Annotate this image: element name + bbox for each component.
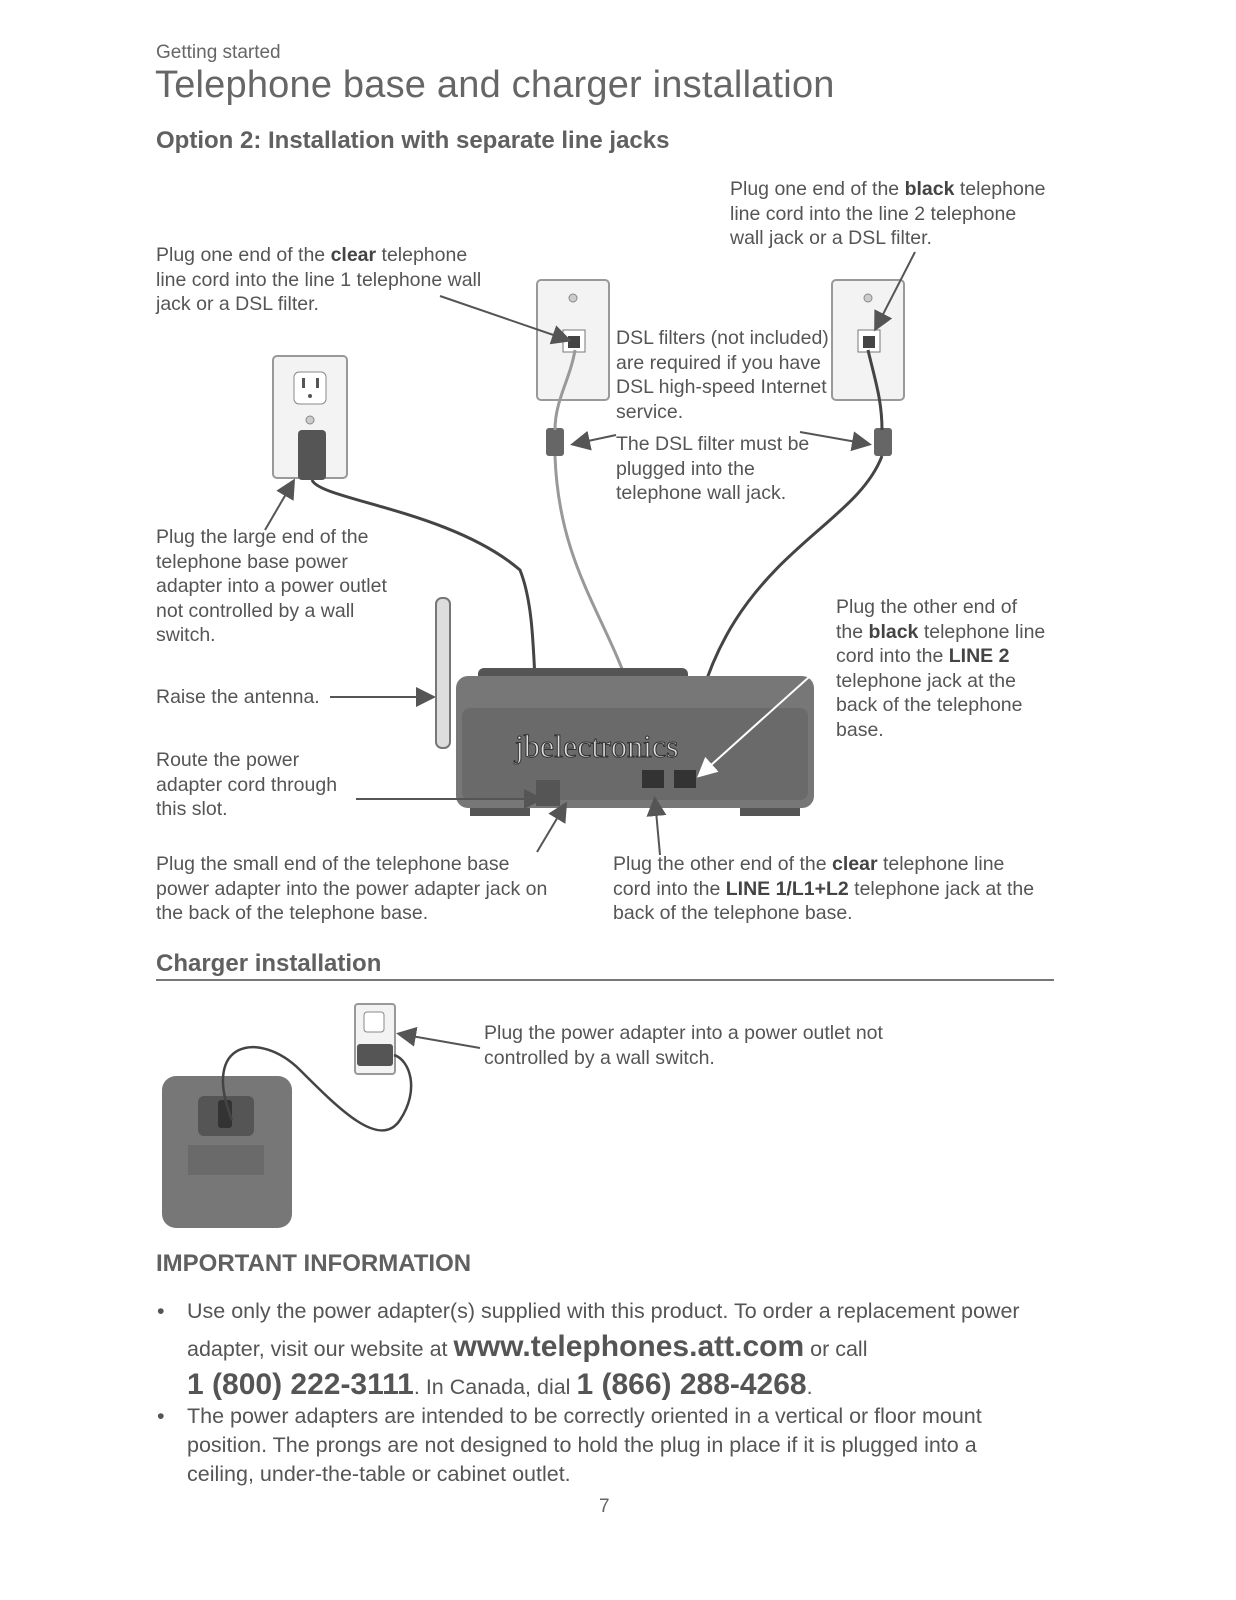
section-label: Getting started	[156, 42, 281, 63]
phone-us: 1 (800) 222-3111	[187, 1368, 414, 1401]
website-link[interactable]: www.telephones.att.com	[453, 1330, 805, 1363]
option2-heading: Option 2: Installation with separate line jacks	[156, 127, 670, 154]
callout-clear-line1: Plug one end of the clear telephone line cord into the line 1 telephone wall jack or a DSL filter.	[156, 244, 482, 315]
wall-jack-line2-icon	[832, 280, 904, 400]
important-heading: IMPORTANT INFORMATION	[156, 1250, 472, 1277]
antenna-icon	[436, 598, 450, 748]
important-bullet-2: • The power adapters are intended to be correctly oriented in a vertical or floor mount position. The prongs are not designed to hold the plug in place if it is plugged into a ceiling, under-the-table or cabinet outlet.	[157, 1404, 982, 1486]
callout-large-end: Plug the large end of the telephone base power adapter into a power outlet not controlled by a wall switch.	[156, 526, 387, 646]
callout-dsl-plugged: The DSL filter must be plugged into the telephone wall jack.	[616, 433, 810, 504]
page-title: Telephone base and charger installation	[155, 64, 835, 106]
divider	[156, 979, 1054, 981]
callout-black-line2: Plug one end of the black telephone line cord into the line 2 telephone wall jack or a DSL filter.	[730, 178, 1046, 249]
callout-small-end: Plug the small end of the telephone base power adapter into the power adapter jack on the back of the telephone base.	[156, 853, 548, 924]
wall-jack-line1-icon	[537, 280, 609, 400]
callout-route-cord: Route the power adapter cord through this slot.	[156, 749, 338, 820]
callout-charger-outlet: Plug the power adapter into a power outlet not controlled by a wall switch.	[484, 1022, 883, 1069]
watermark: jbelectronics	[515, 728, 679, 764]
callout-antenna: Raise the antenna.	[156, 686, 320, 708]
dsl-filter-icon	[546, 428, 564, 456]
callout-dsl-required: DSL filters (not included) are required if you have DSL high-speed Internet service.	[616, 327, 829, 423]
page-number: 7	[599, 1496, 610, 1517]
charger-icon	[162, 1076, 292, 1228]
charger-outlet-icon	[355, 1004, 395, 1074]
charger-heading: Charger installation	[156, 950, 382, 977]
callout-clear-other-end: Plug the other end of the clear telephone line cord into the LINE 1/L1+L2 telephone jack at the back of the telephone base.	[613, 853, 1035, 924]
phone-canada: 1 (866) 288-4268	[576, 1368, 807, 1401]
dsl-filter-icon	[874, 428, 892, 456]
power-outlet-icon	[273, 356, 347, 480]
important-bullet-1: • Use only the power adapter(s) supplied with this product. To order a replacement power adapter, visit our website at www.telephones.att.com or call 1 (800) 222-3111. In Canada, dial 1 (866) 288-4268.	[157, 1299, 1020, 1401]
callout-black-other-end: Plug the other end of the black telephone line cord into the LINE 2 telephone jack at the back of the telephone base.	[836, 596, 1046, 741]
